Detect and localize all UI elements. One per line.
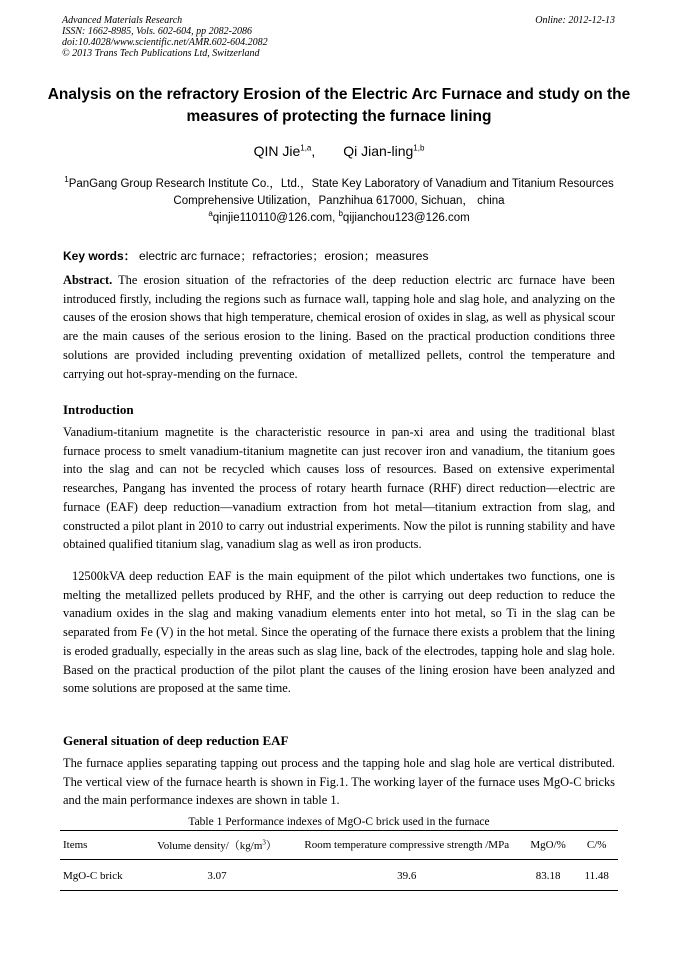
affiliation bbox=[40, 176, 638, 210]
cell-item: MgO-C brick bbox=[60, 860, 141, 891]
header-items: Items bbox=[60, 831, 141, 860]
author-name: Qi Jian-ling bbox=[343, 143, 414, 159]
intro-paragraph-1: Vanadium-titanium magnetite is the characteristic resource in pan-xi area and using the traditional blast furnace process to smelt vanadium-titanium magnetite can just recover iron and vanadium, the titanium goes into the slag and can not be recycled which causes loss of resources. Based on extensive experimental researches, Pangang has invented the process of rotary hearth furnace (RHF) direct reduction—electric are furnace (EAF) deep reduction—vanadium extraction from hot metal—titanium extraction from slag, and constructed a pilot plant in 2010 to carry out industrial experiments. Now the pilot is running stability and have obtained qualified titanium slag, vanadium slag as well as iron products. bbox=[63, 425, 615, 552]
keywords bbox=[63, 248, 618, 264]
cell-c: 11.48 bbox=[575, 860, 618, 891]
journal-header bbox=[62, 15, 462, 59]
author-sup: 1,b bbox=[413, 143, 425, 153]
cell-density: 3.07 bbox=[141, 860, 292, 891]
header-c: C/% bbox=[575, 831, 618, 860]
keywords-text: electric arc furnace；refractories；erosion；measures bbox=[139, 249, 429, 263]
header-mgo: MgO/% bbox=[521, 831, 576, 860]
email-line bbox=[40, 210, 638, 226]
doi-line: doi:10.4028/www.scientific.net/AMR.602-604.2082 bbox=[62, 37, 268, 48]
abstract-text: The erosion situation of the refractories of the deep reduction electric arc furnace have been introduced firstly, including the regions such as furnace wall, tapping hole and slag hole, and analyzing on the causes of the erosion shows that high temperature, chemical erosion of oxides in slag, as well as physical scour are the main causes of the serious erosion to the lining. Based on the practical production conditions three solutions are provided including preventing oxidation of metallized pellets, control the temperature and carrying out hot-spray-mending on the furnace. bbox=[63, 273, 615, 381]
table-row bbox=[60, 860, 618, 891]
author-name: QIN Jie bbox=[253, 143, 301, 159]
header-density bbox=[141, 831, 292, 860]
cell-strength: 39.6 bbox=[293, 860, 521, 891]
cell-mgo: 83.18 bbox=[521, 860, 576, 891]
author-suffix: , bbox=[311, 143, 316, 159]
online-date: Online: 2012-12-13 bbox=[535, 15, 615, 26]
issn-line: ISSN: 1662-8985, Vols. 602-604, pp 2082-2086 bbox=[62, 26, 252, 37]
header-density-sup: 3 bbox=[262, 838, 266, 847]
table-header-row bbox=[60, 831, 618, 860]
author-sup: 1,a bbox=[300, 143, 312, 153]
header-density-text: Volume density/（kg/m bbox=[157, 840, 263, 852]
email-address: qijianchou123@126.com bbox=[342, 212, 470, 224]
section-heading-general: General situation of deep reduction EAF bbox=[63, 733, 289, 748]
section-heading-introduction: Introduction bbox=[63, 402, 134, 417]
intro-paragraph-2: 12500kVA deep reduction EAF is the main equipment of the pilot which undertakes two functions, one is melting the metallized pellets produced by RHF, and the other is carrying out deep reduction to reduce the vanadium oxides in the slag and making vanadium elements enter into hot metal, so Ti in the slag can be separated from Fe (V) in the hot metal. Since the operating of the furnace there exists a problem that the lining is eroded gradually, especially in the areas such as slag line, back of the electrodes, tapping hole and slag hole. Based on the practical production of the pilot plant the causes of the lining erosion have been analyzed and some solutions are proposed at the same time. bbox=[63, 569, 615, 696]
email-address: qinjie110110@126.com, bbox=[212, 212, 336, 224]
affiliation-text: PanGang Group Research Institute Co.，Ltd.，State Key Laboratory of Vanadium and Titanium Resources Comprehensive Utilization，Panzhihua 617000, Sichuan， china bbox=[68, 178, 614, 207]
abstract-label: Abstract. bbox=[63, 273, 113, 287]
affiliation-sup: 1 bbox=[64, 175, 69, 185]
journal-name: Advanced Materials Research bbox=[62, 15, 183, 26]
general-paragraph-1: The furnace applies separating tapping out process and the tapping hole and slag hole are vertical distributed. The vertical view of the furnace hearth is shown in Fig.1. The working layer of the furnace uses MgO-C bricks and the main performance indexes are shown in table 1. bbox=[63, 756, 615, 808]
email-sup: a bbox=[208, 209, 213, 219]
header-density-close: ） bbox=[265, 840, 277, 852]
copyright-line: © 2013 Trans Tech Publications Ltd, Switzerland bbox=[62, 48, 260, 59]
abstract bbox=[63, 271, 615, 383]
email-sup: b bbox=[338, 209, 343, 219]
table-caption: Table 1 Performance indexes of MgO-C brick used in the furnace bbox=[188, 816, 490, 828]
header-strength: Room temperature compressive strength /MPa bbox=[293, 831, 521, 860]
performance-table bbox=[60, 830, 618, 891]
author-line bbox=[40, 142, 638, 160]
keywords-label: Key words： bbox=[63, 249, 136, 263]
paper-title: Analysis on the refractory Erosion of the Electric Arc Furnace and study on the measures of protecting the furnace lining bbox=[47, 86, 631, 125]
